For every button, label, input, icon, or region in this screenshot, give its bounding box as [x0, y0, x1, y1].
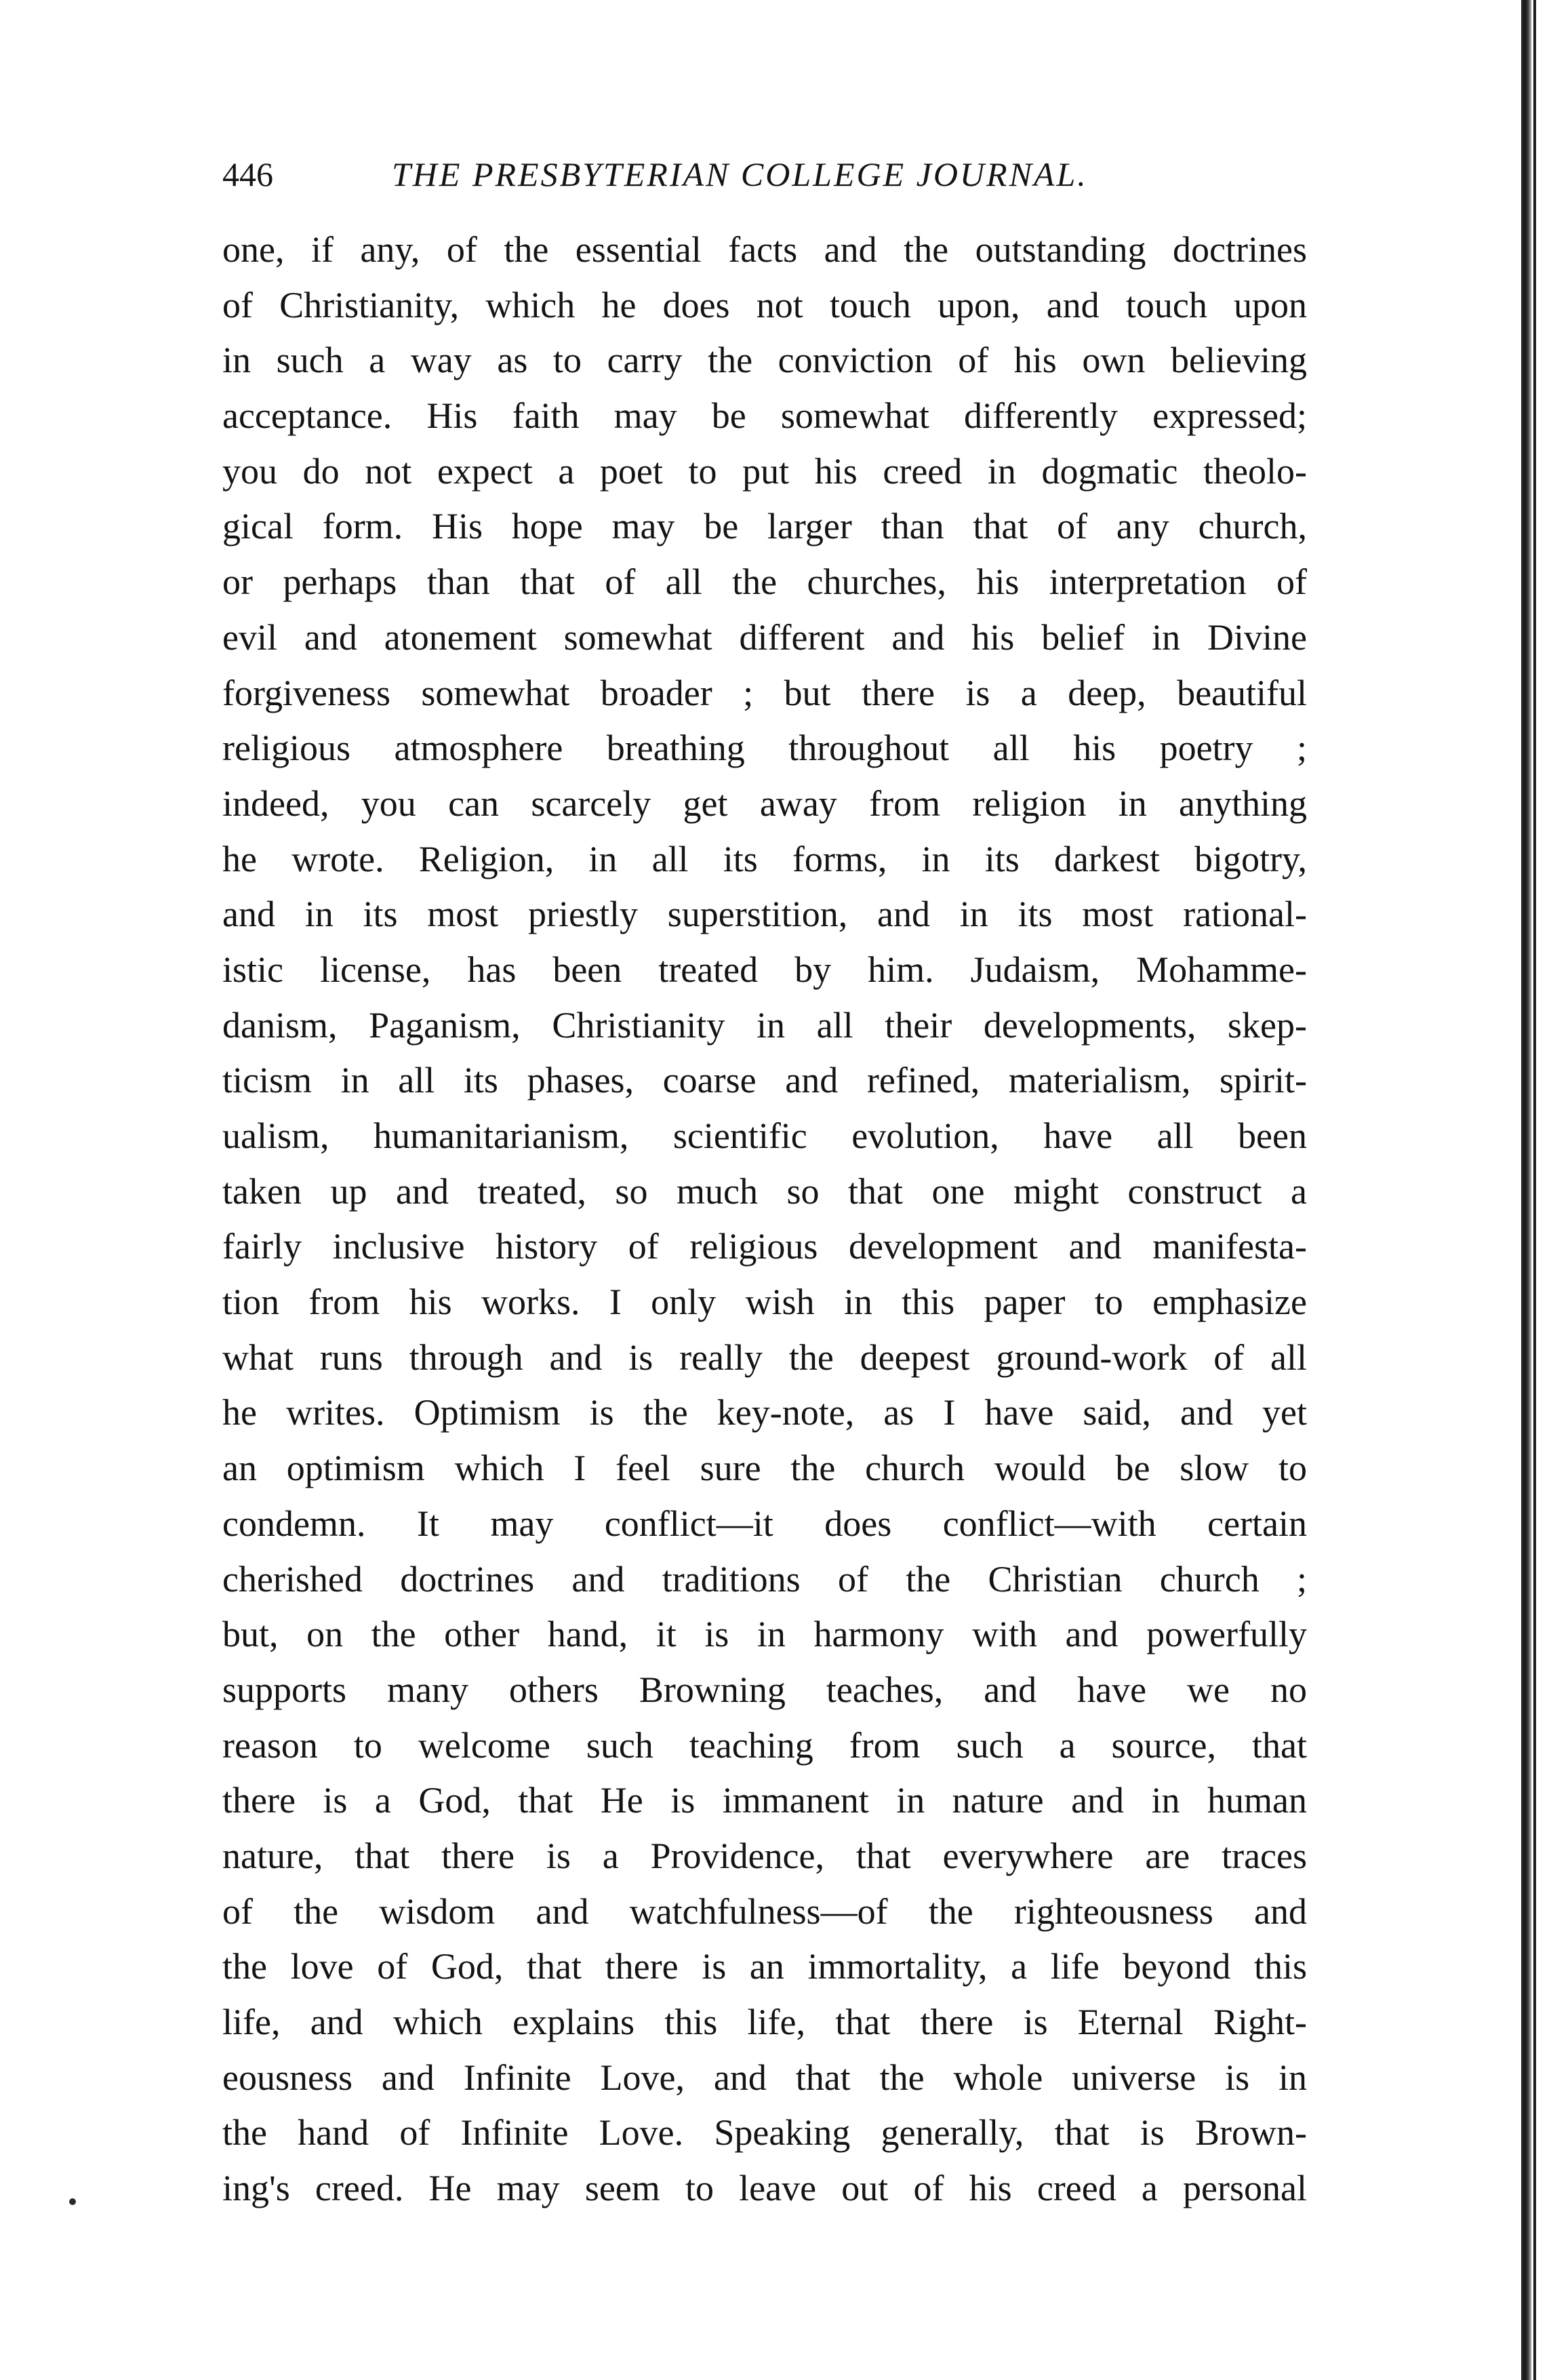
text-line: taken up and treated, so much so that one might construct a [222, 1170, 1307, 1212]
text-line: of Christianity, which he does not touch upon, and touch upon [222, 284, 1307, 325]
text-line: acceptance. His faith may be somewhat differently expressed; [222, 395, 1307, 437]
text-line: supports many others Browning teaches, and have we no [222, 1669, 1307, 1710]
text-line: life, and which explains this life, that there is Eternal Right- [222, 2002, 1307, 2042]
text-line: one, if any, of the essential facts and the outstanding doctrines [222, 229, 1307, 270]
text-line: or perhaps than that of all the churches, his interpretation of [222, 561, 1307, 603]
text-line: cherished doctrines and traditions of the Christian church ; [222, 1558, 1307, 1600]
text-line: in such a way as to carry the conviction of his own believing [222, 340, 1307, 381]
text-line: nature, that there is a Providence, that everywhere are traces [222, 1835, 1307, 1876]
text-line: ing's creed. He may seem to leave out of his creed a personal [222, 2168, 1307, 2209]
text-line: reason to welcome such teaching from such a source, that [222, 1724, 1307, 1766]
text-line: what runs through and is really the deepest ground-work of all [222, 1336, 1307, 1378]
text-line: he writes. Optimism is the key-note, as I have said, and yet [222, 1392, 1307, 1433]
text-line: danism, Paganism, Christianity in all their developments, skep- [222, 1004, 1307, 1046]
text-line: and in its most priestly superstition, and in its most rational- [222, 894, 1307, 935]
text-line: evil and atonement somewhat different and his belief in Divine [222, 616, 1307, 658]
text-line: the love of God, that there is an immortality, a life beyond this [222, 1946, 1307, 1987]
text-line: istic license, has been treated by him. Judaism, Mohamme- [222, 949, 1307, 990]
text-line: there is a God, that He is immanent in nature and in human [222, 1780, 1307, 1821]
scan-edge-shadow [1521, 0, 1532, 2380]
text-line: religious atmosphere breathing throughout all his poetry ; [222, 728, 1307, 769]
text-line: an optimism which I feel sure the church would be slow to [222, 1448, 1307, 1489]
scan-edge-line [1533, 0, 1536, 2380]
text-line: forgiveness somewhat broader ; but there is a deep, beautiful [222, 672, 1307, 713]
text-line: eousness and Infinite Love, and that the whole universe is in [222, 2057, 1307, 2098]
text-line: indeed, you can scarcely get away from religion in anything [222, 782, 1307, 824]
running-title: THE PRESBYTERIAN COLLEGE JOURNAL. [392, 155, 1088, 193]
text-line: of the wisdom and watchfulness—of the righteousness and [222, 1890, 1307, 1932]
text-line: ticism in all its phases, coarse and refined, materialism, spirit- [222, 1060, 1307, 1101]
text-line: the hand of Infinite Love. Speaking generally, that is Brown- [222, 2112, 1307, 2154]
text-line: tion from his works. I only wish in this paper to emphasize [222, 1282, 1307, 1323]
page-header [222, 151, 1307, 198]
text-line: condemn. It may conflict—it does conflict—with certain [222, 1503, 1307, 1544]
text-line: gical form. His hope may be larger than that of any church, [222, 506, 1307, 547]
body-paragraph [222, 222, 1307, 2217]
text-line: fairly inclusive history of religious development and manifesta- [222, 1226, 1307, 1267]
text-line: he wrote. Religion, in all its forms, in its darkest bigotry, [222, 838, 1307, 879]
scan-speck [69, 2198, 76, 2205]
text-line: ualism, humanitarianism, scientific evolution, have all been [222, 1115, 1307, 1156]
text-line: but, on the other hand, it is in harmony with and powerfully [222, 1614, 1307, 1655]
text-line: you do not expect a poet to put his creed in dogmatic theolo- [222, 450, 1307, 492]
page-number: 446 [222, 155, 273, 193]
